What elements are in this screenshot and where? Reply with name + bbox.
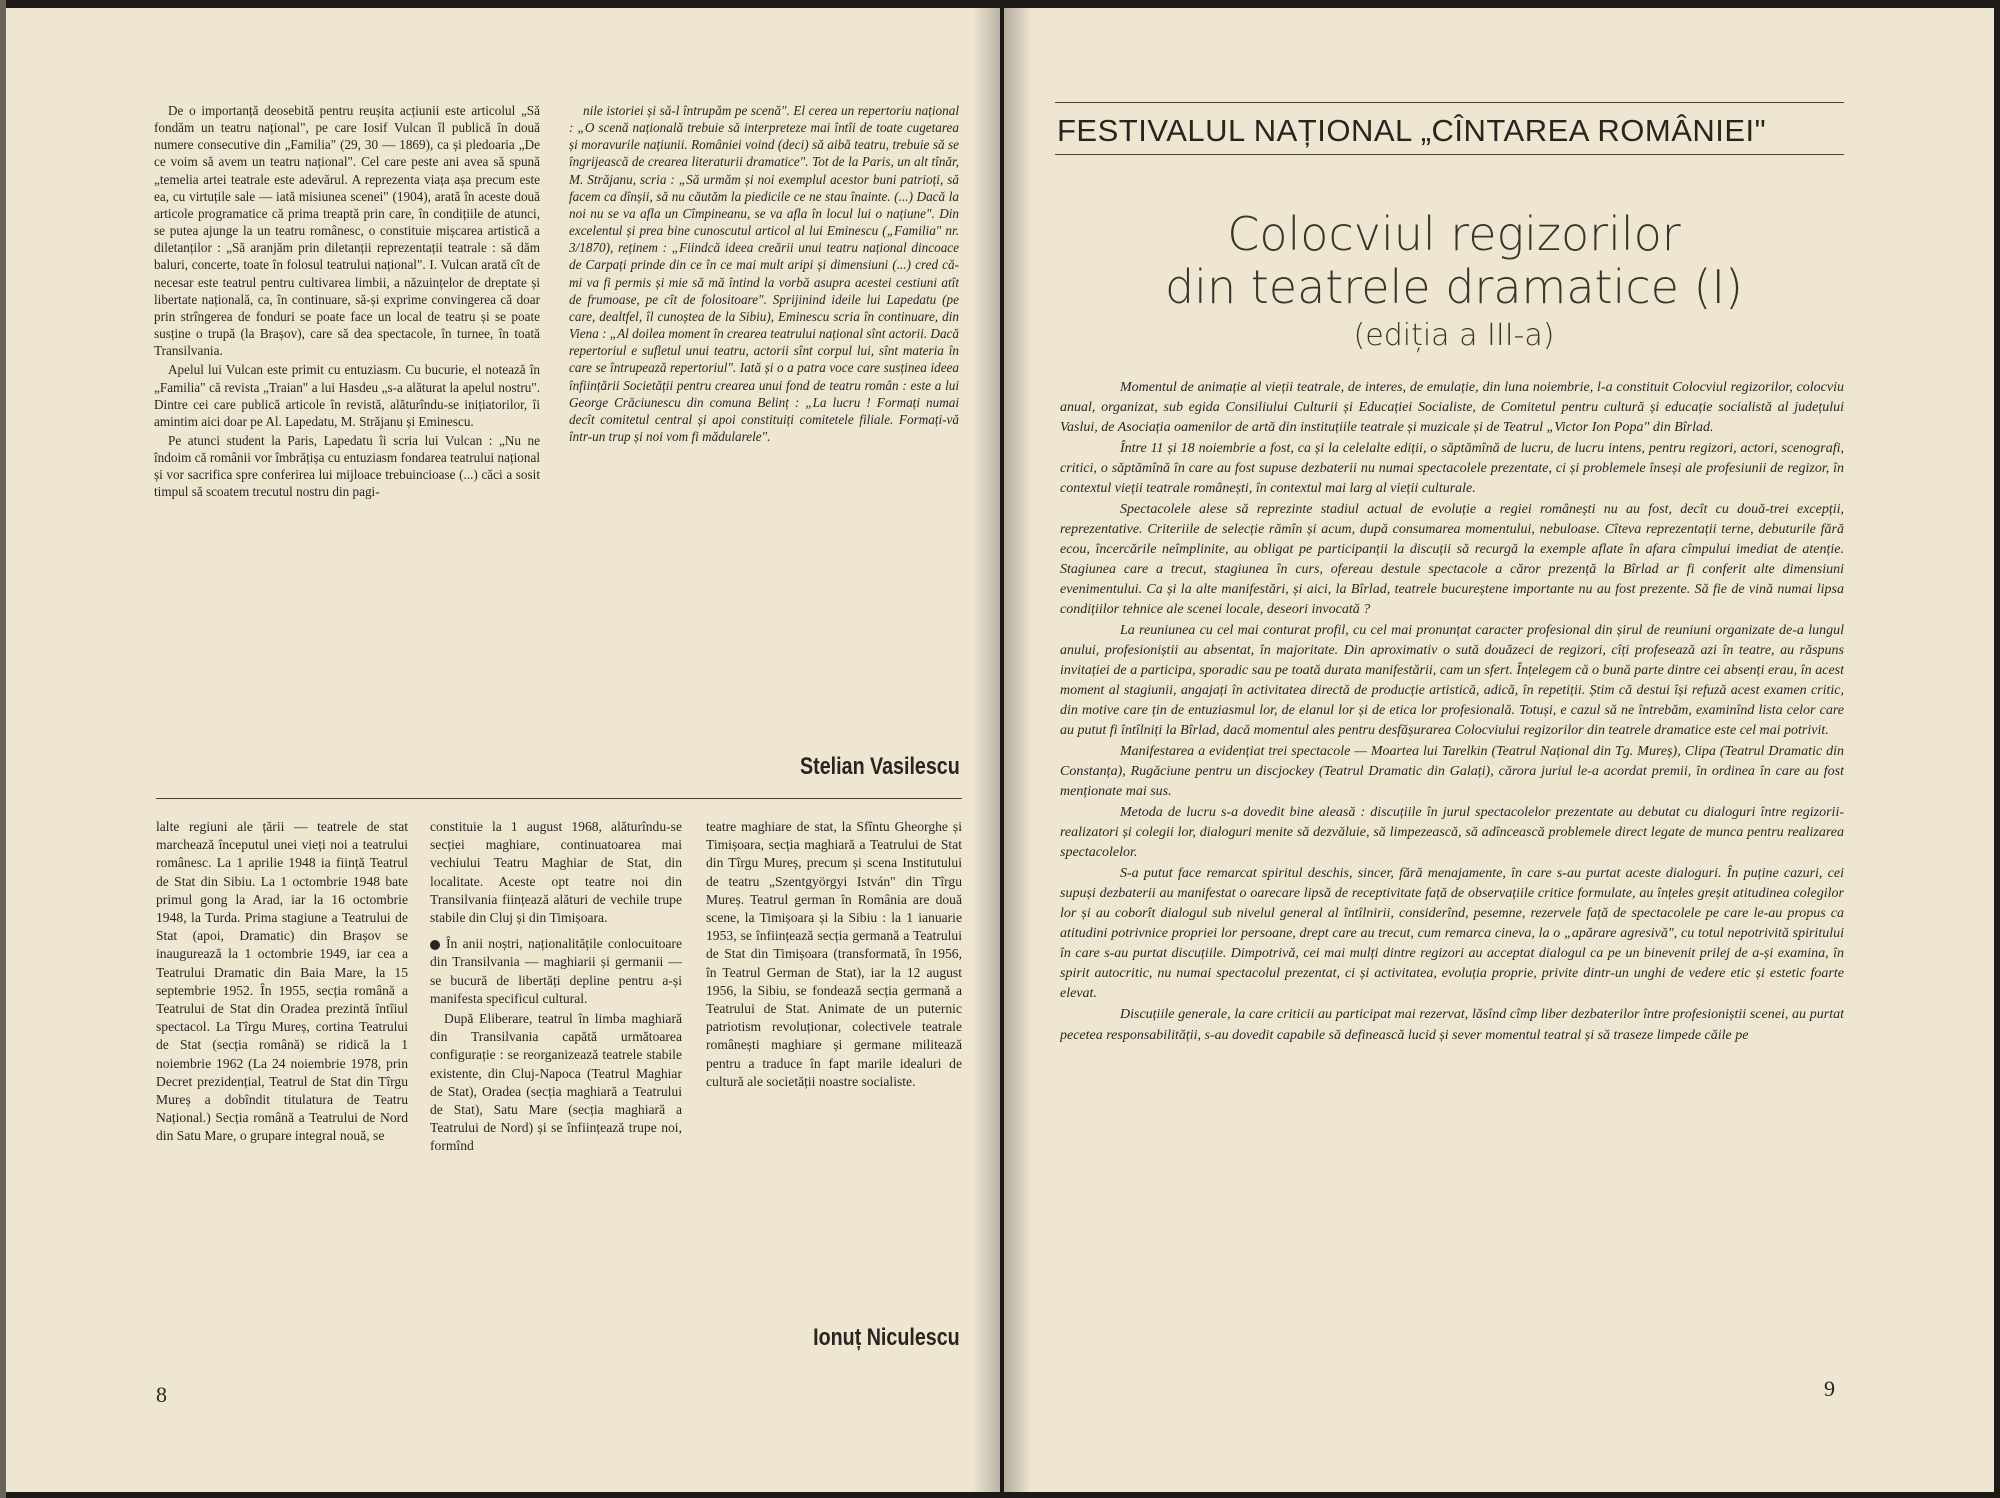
gutter-shadow xyxy=(1004,8,1032,1492)
festival-header: FESTIVALUL NAȚIONAL „CÎNTAREA ROMÂNIEI" xyxy=(1057,113,1767,148)
left-page xyxy=(6,8,1000,1492)
paragraph: Apelul lui Vulcan este primit cu entuziasm. Cu bucurie, el notează în „Familia" că revista „Traian" a lui Hasdeu „s-a alăturat la apelul nostru". Dintre cei care publică articole în revistă, alăturîndu-se inițiatorilor, îi amintim aici doar pe Al. Lapedatu, M. Străjanu și Eminescu. xyxy=(154,362,540,429)
paragraph: nile istoriei și să-l întrupăm pe scenă". El cerea un repertoriu național : „O scenă națională trebuie să interpreteze mai întîi de toate cugetarea și moravurile națiunii. României voind (deci) să aibă teatru, trebuie să se îngrijească de crearea literaturii dramatice". Tot de la Paris, un alt tînăr, M. Străjanu, scria : „Să urmăm și noi exemplul acestor buni patrioți, să facem ca dînșii, să nu căutăm la piedicile ce ne stau înainte. (...) Dacă la noi nu se va afla un Cîmpineanu, se va afla în locul lui o națiune". Din excelentul și prea bine cunoscutul articol al lui Eminescu („Familia" nr. 3/1870), reținem : „Fiindcă ideea creării unui teatru național dincoace de Carpați prinde din ce în ce mai mult aripi și dimensiuni (...) cred că-mi va fi permis și mie să mă întind la vorbă asupra acestei cestiuni atît de frumoase, pe cît de folositoare". Sprijinind ideile lui Lapedatu (pe care, dealtfel, îl cunoștea de la Sibiu), Eminescu scria în continuare, din Viena : „Al doilea moment în crearea teatrului național sînt actorii. Dacă repertoriul e sufletul unui teatru, actorii sînt corpul lui, sînt materia în care se întrupează repertoriul". Iată și o a patra voce care susținea ideea înființării Societății pentru crearea unui fond de teatru român : este a lui George Crăciunescu din comuna Belinț : „La lucru ! Formați numai decît comitetul central și apoi constituiți comitetele filiale. Formați-vă într-un trup și noi vom fi mădularele". xyxy=(569,103,959,444)
bullet-icon xyxy=(430,940,440,950)
header-rule xyxy=(1055,102,1844,103)
header-rule xyxy=(1055,154,1844,155)
title-line: Colocviul regizorilor xyxy=(1227,207,1681,261)
paragraph: După Eliberare, teatrul în limba maghiară din Transilvania capătă următoarea configurație : se reorganizează teatrele stabile existente, din Cluj-Napoca (Teatrul Maghiar de Stat), Oradea (secția maghiară a Teatrului de Stat), Satu Mare (secția maghiară a Teatrului de Nord) și se înființează trupe noi, formînd xyxy=(430,1011,682,1154)
paragraph: În anii noștri, naționalitățile conlocuitoare din Transilvania — maghiarii și germanii — se bucură de libertăți depline pentru a-și manifesta specificul cultural. xyxy=(430,936,682,1006)
article-body xyxy=(1060,378,1844,1388)
paragraph: Manifestarea a evidențiat trei spectacole — Moartea lui Tarelkin (Teatrul Național din Tg. Mureș), Clipa (Teatrul Dramatic din Constanța), Rugăciune pentru un discjockey (Teatrul Dramatic din Galați), cărora juriul le-a acordat premii, în ordinea în care au fost menționate mai sus. xyxy=(1060,744,1844,800)
author-signature: Ionuț Niculescu xyxy=(813,1324,960,1351)
bottom-column-3 xyxy=(706,818,962,1368)
paragraph: Discuțiile generale, la care criticii au participat mai rezervat, lăsînd cîmp liber dezbaterilor între profesioniștii scenei, au purtat pecetea responsabilității, s-au dovedit capabile să definească lucid și sever momentul teatral și să traseze limpede căile pe xyxy=(1060,1007,1844,1043)
bottom-column-2 xyxy=(430,818,682,1448)
paragraph: S-a putut face remarcat spiritul deschis, sincer, fără menajamente, în care s-au purtat aceste dialoguri. În puține cazuri, cei supuși dezbaterii au manifestat o oarecare lipsă de receptivitate față de observațiile critice formulate, au înțeles greșit atitudinea colegilor lor și au coborît dialogul sub nivelul general al întîlnirii, considerînd, pesemne, rezervele față de spectacolele pe care le-au propus ca atitudini potrivnice propriei lor persoane, drept care au trecut, cum remarca cineva, la o „apărare agresivă", cu totul nepotrivită spiritului în care s-au purtat discuțiile. Dimpotrivă, cei mai mulți dintre regizori au acceptat dialogul ca pe un binevenit prilej de a-și examina, în spirit autocritic, nu numai spectacolul prezentat, ci și activitatea, evoluția proprie, privite dintr-un unghi de vedere etic și estetic foarte elevat. xyxy=(1060,866,1844,1002)
page-number: 9 xyxy=(1824,1376,1835,1401)
paragraph: constituie la 1 august 1968, alăturîndu-se secției maghiare, continuatoarea mai vechiului Teatru Maghiar de Stat, din localitate. Aceste opt teatre noi din Transilvania ființează alături de vechile trupe stabile din Cluj și din Timișoara. xyxy=(430,819,682,926)
paragraph: lalte regiuni ale țării — teatrele de stat marchează începutul unei vieți noi a teatrului românesc. La 1 aprilie 1948 ia ființă Teatrul de Stat din Sibiu. La 1 octombrie 1948 bate primul gong la Arad, iar la 16 octombrie 1948, la Turda. Prima stagiune a Teatrului de Stat (apoi, Dramatic) din Brașov se inaugurează la 1 octombrie 1949, iar cea a Teatrului Dramatic din Baia Mare, la 15 septembrie 1952. În 1955, secția română a Teatrului de Stat din Oradea prezintă întîiul spectacol. La Tîrgu Mureș, cortina Teatrului de Stat (secția română) se ridică la 1 noiembrie 1962 (La 24 noiembrie 1978, prin Decret prezidențial, Teatrul de Stat din Tîrgu Mureș a dobîndit titulatura de Teatru Național.) Secția română a Teatrului de Nord din Satu Mare, o grupare integral nouă, se xyxy=(156,819,408,1144)
article-title xyxy=(1104,208,1804,315)
paragraph: teatre maghiare de stat, la Sfîntu Gheorghe și Timișoara, secția maghiară a Teatrului de Stat din Tîrgu Mureș, precum și scena Institutului de teatru „Szentgyörgyi István" din Tîrgu Mureș. Teatrul german în România are două scene, la Timișoara și la Sibiu : la 1 ianuarie 1953, se înființează secția germană a Teatrului de Stat din Timișoara (transformată, în 1956, în Teatrul German de Stat), iar la 12 august 1956, la Sibiu, se fondează secția germană a Teatrului de Stat. Animate de un puternic patriotism revoluționar, colectivele teatrale românești maghiare și germane militează pentru a traduce în fapt marile idealuri de cultură ale societății noastre socialiste. xyxy=(706,819,962,1089)
paragraph: Spectacolele alese să reprezinte stadiul actual de evoluție a regiei românești nu au fost, decît cu două-trei excepții, reprezentative. Criteriile de selecție rămîn și acum, după consumarea momentului, nebuloase. Cîteva reprezentații terne, debuturile fără ecou, încercările neîmplinite, au obligat pe participanții la discuții să recurgă la exemple aflate în afara cîmpului imediat de atenție. Stagiunea care a trecut, stagiunea în curs, ofereau destule spectacole a căror prezență la Bîrlad ar fi conferit alte dimensiuni evenimentului. Ca și la alte manifestări, și aici, la Bîrlad, teatrele bucureștene importante nu au fost prezente. Să fie de vină numai lipsa condițiilor tehnice ale scenei locale, deseori invocată ? xyxy=(1060,502,1844,618)
paragraph: Momentul de animație al vieții teatrale, de interes, de emulație, din luna noiembrie, l-a constituit Colocviul regizorilor, colocviu anual, organizat, sub egida Consiliului Culturii și Educației Socialiste, de Comitetul pentru cultură și educație socialistă al județului Vaslui, de Asociația oamenilor de artă din instituțiile teatrale și muzicale și de Teatrul „Victor Ion Popa" din Bîrlad. xyxy=(1060,380,1844,436)
gutter-shadow xyxy=(972,8,1000,1492)
paragraph: De o importanță deosebită pentru reușita acțiunii este articolul „Să fondăm un teatru național", pe care Iosif Vulcan îl publică în două numere consecutive din „Familia" (29, 30 — 1869), ca și pledoaria „De ce voim să avem un teatru național". Cel care peste ani avea să spună „temelia artei teatrale este adevărul. A reprezenta viața așa precum este ea, cu virtuțile sale — iată misiunea scenei" (1904), arată în aceste două articole programatice că prima treaptă prin care, în condițiile de atunci, se putea ajunge la un teatru românesc, o constituie mișcarea artistică a diletanților : „Să aranjăm prin diletanții reprezentații teatrale : să dăm baluri, concerte, toate în folosul teatrului național". I. Vulcan arată cît de necesar este teatrul pentru cultivarea limbii, a năzuințelor de dreptate și libertate națională, ca, în continuare, să-și exprime convingerea că doar prin strîngerea de fonduri se poate face un local de teatru și se poate susține o trupă (la Brașov), care să dea spectacole, în turnee, în toată Transilvania. xyxy=(154,103,540,359)
article-column-1 xyxy=(154,102,540,762)
page-number: 8 xyxy=(156,1382,167,1407)
bottom-column-1 xyxy=(156,818,408,1448)
author-signature: Stelian Vasilescu xyxy=(800,753,960,780)
paragraph: Între 11 și 18 noiembrie a fost, ca și la celelalte ediții, o săptămînă de lucru, de lucru intens, pentru regizori, actori, scenografi, critici, o săptămînă în care au fost supuse dezbaterii nu numai spectacolele prezentate, ci și problemele înseși ale profesiunii de regizor, în contextul vieții teatrale românești, în contextul mai larg al vieții culturale. xyxy=(1060,441,1844,497)
article-column-2 xyxy=(569,102,959,732)
article-subtitle: (ediția a III-a) xyxy=(1353,318,1555,353)
paragraph: La reuniunea cu cel mai conturat profil, cu cel mai pronunțat caracter profesional din șirul de reuniuni organizate de-a lungul anului, profesioniștii au absentat, în majoritate. Din aproximativ o sută douăzeci de regizori, cîți profesează azi în teatre, au răspuns invitației de a participa, sporadic sau pe toată durata manifestării, cam un sfert. Înțelegem că o bună parte dintre cei absenți erau, în acest moment al stagiunii, angajați în activitatea directă de producție artistică, adică, în repetiții. Știm că destui își refuză acest examen critic, din motive care țin de entuziasmul lor, de elanul lor și de etica lor profesională. Totuși, e cazul să ne întrebăm, examinînd lista celor care au putut fi întîlniți la Bîrlad, dacă momentul ales pentru desfășurarea Colocviului regizorilor din teatrele dramatice este cel mai potrivit. xyxy=(1060,623,1844,739)
right-page xyxy=(1004,8,1994,1492)
title-line: din teatrele dramatice (I) xyxy=(1164,260,1743,315)
paragraph: Metoda de lucru s-a dovedit bine aleasă : discuțiile în jurul spectacolelor prezentate au debutat cu dialoguri între regizorii-realizatori și colegii lor, dialoguri menite să dezvăluie, să limpezească, să adîncească problemele direct legate de munca pentru realizarea spectacolelor. xyxy=(1060,805,1844,861)
paragraph: Pe atunci student la Paris, Lapedatu îi scria lui Vulcan : „Nu ne îndoim că românii vor îmbrățișa cu entuziasm fondarea teatrului național și vor sacrifica spre conferirea lui mijloace trebuincioase (...) căci a sosit timpul să scoatem trecutul nostru din pagi- xyxy=(154,432,540,500)
section-divider xyxy=(156,798,962,799)
